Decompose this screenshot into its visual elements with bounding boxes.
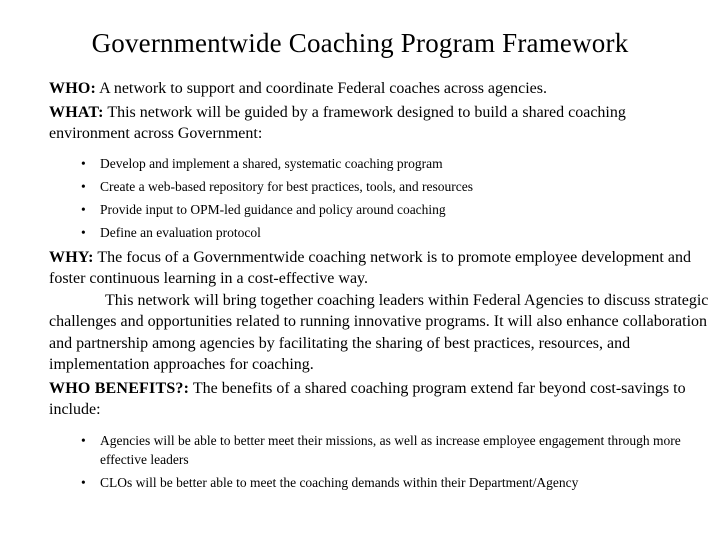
list-item: • Agencies will be able to better meet their missions, as well as increase employee engagement through more effective leaders xyxy=(49,431,709,470)
why-text-rest: Agencies to discuss strategic challenges and opportunities related to running innovative programs. It will also enhance collaboration and partnership among agencies by facilitating the sharing of best practices, resources, and implementation approaches for coaching. xyxy=(49,291,709,373)
why-paragraph-2 xyxy=(49,290,709,376)
who-benefits-label: WHO BENEFITS?: xyxy=(49,379,190,397)
what-text: This network will be guided by a framework designed to build a shared coaching environment across Government: xyxy=(49,103,626,142)
slide-body xyxy=(49,78,709,495)
why-text-lead: This network will bring together coaching leaders within Federal xyxy=(105,291,521,309)
list-item: • Develop and implement a shared, systematic coaching program xyxy=(49,152,709,175)
who-label: WHO: xyxy=(49,80,97,97)
who-text: A network to support and coordinate Federal coaches across agencies. xyxy=(96,80,547,97)
why-text: The focus of a Governmentwide coaching network is to promote employee development and foster continuous learning in a cost-effective way. xyxy=(49,248,691,287)
why-paragraph xyxy=(49,247,709,290)
list-item: • Define an evaluation protocol xyxy=(49,221,709,244)
what-bullet-list xyxy=(49,152,709,244)
who-benefits-bullet-list xyxy=(49,431,709,493)
why-label: WHY: xyxy=(49,248,94,266)
list-item: • Create a web-based repository for best practices, tools, and resources xyxy=(49,175,709,198)
what-paragraph xyxy=(49,102,709,145)
who-benefits-paragraph xyxy=(49,378,709,421)
slide-title: Governmentwide Coaching Program Framework xyxy=(91,28,629,58)
who-paragraph xyxy=(49,78,709,100)
what-label: WHAT: xyxy=(49,103,104,121)
list-item: • Provide input to OPM-led guidance and policy around coaching xyxy=(49,198,709,221)
list-item: • CLOs will be better able to meet the coaching demands within their Department/Agency xyxy=(49,473,709,493)
who-benefits-text: The benefits of a shared coaching program extend far beyond cost-savings to include: xyxy=(49,379,686,418)
